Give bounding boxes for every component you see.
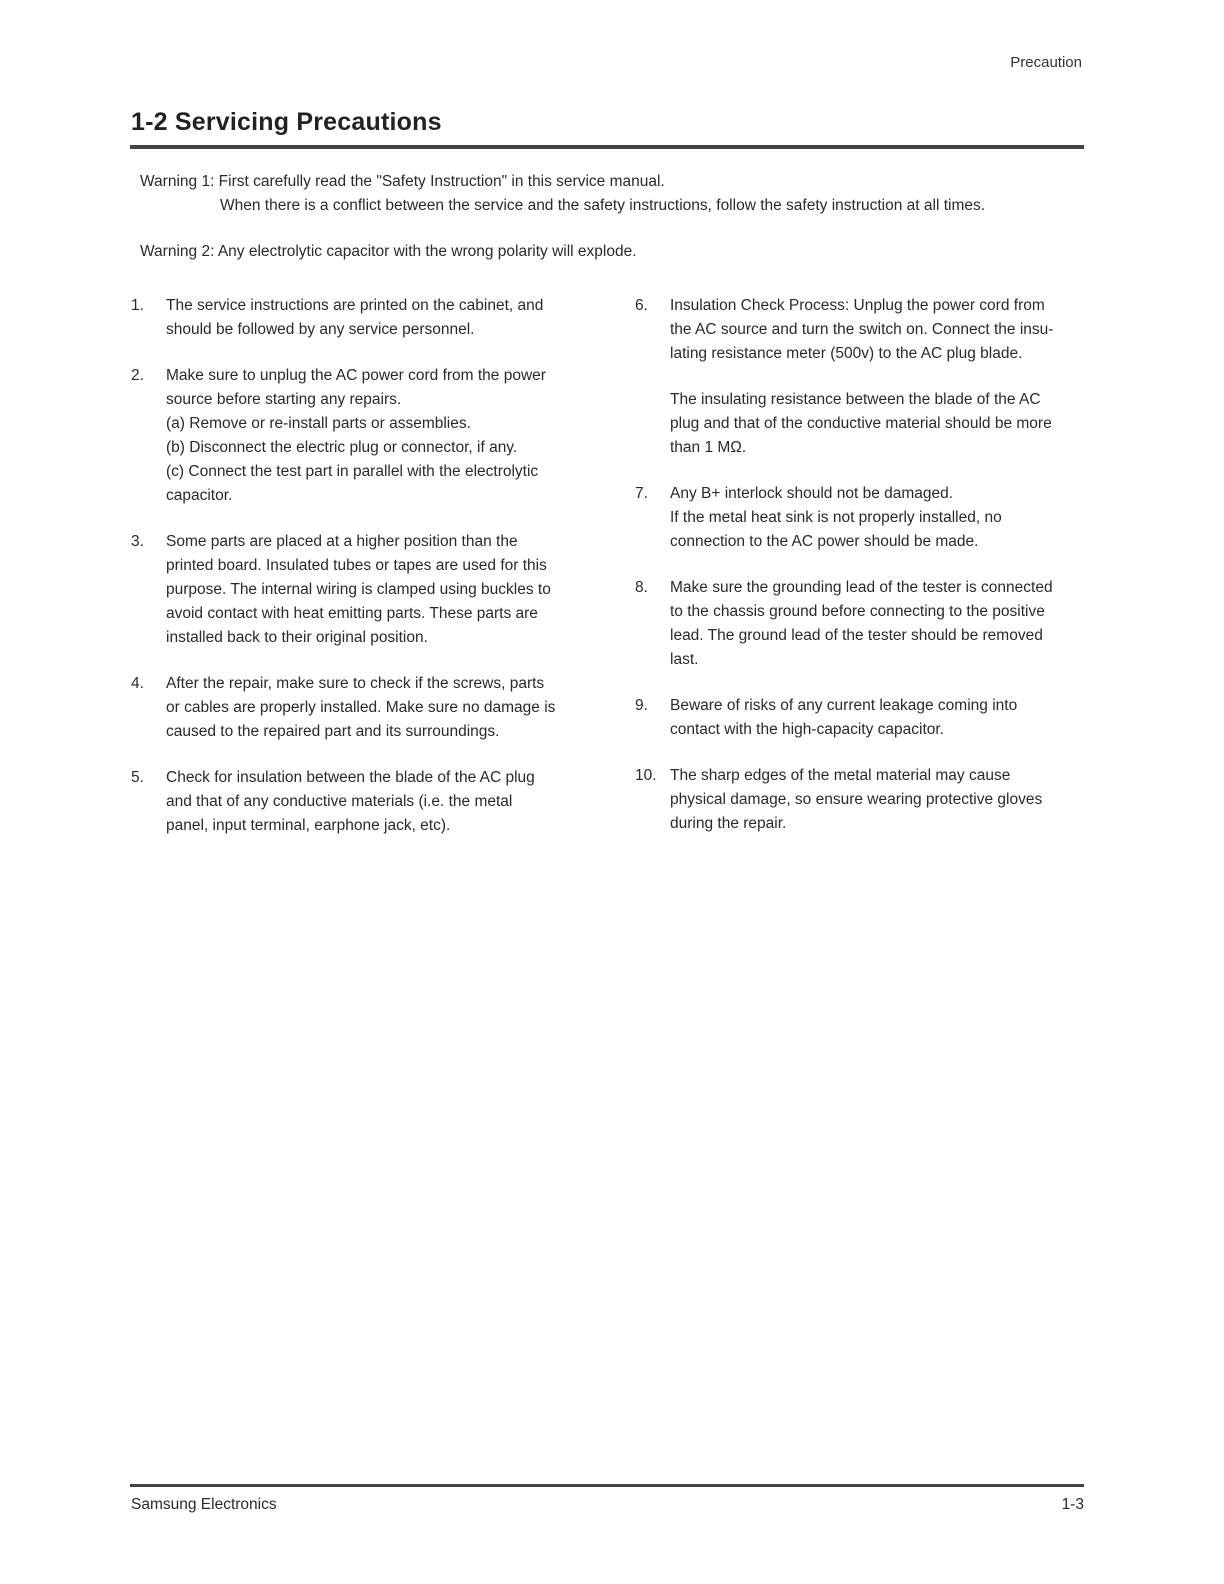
item-line: the AC source and turn the switch on. Connect the insu- bbox=[670, 321, 1054, 338]
item-line: After the repair, make sure to check if the screws, parts bbox=[166, 675, 545, 692]
header-section-label: Precaution bbox=[1010, 54, 1082, 71]
item-line: Any B+ interlock should not be damaged. bbox=[670, 485, 954, 502]
item-line: lead. The ground lead of the tester should be removed bbox=[670, 627, 1043, 644]
item-line: purpose. The internal wiring is clamped using buckles to bbox=[166, 581, 551, 598]
precaution-item bbox=[131, 672, 591, 744]
item-line: should be followed by any service personnel. bbox=[166, 321, 475, 338]
item-number: 3. bbox=[131, 533, 144, 550]
item-line: physical damage, so ensure wearing protective gloves bbox=[670, 791, 1043, 808]
item-extra-line: plug and that of the conductive material should be more bbox=[670, 415, 1052, 432]
item-line: If the metal heat sink is not properly installed, no bbox=[670, 509, 1002, 526]
item-line: contact with the high-capacity capacitor. bbox=[670, 721, 944, 738]
item-line: lating resistance meter (500v) to the AC plug blade. bbox=[670, 345, 1023, 362]
footer-rule bbox=[130, 1484, 1084, 1487]
item-line: Make sure the grounding lead of the tester is connected bbox=[670, 579, 1053, 596]
item-line: avoid contact with heat emitting parts. These parts are bbox=[166, 605, 538, 622]
item-number: 9. bbox=[635, 697, 648, 714]
item-number: 7. bbox=[635, 485, 648, 502]
item-line: Insulation Check Process: Unplug the power cord from bbox=[670, 297, 1045, 314]
title-rule bbox=[130, 145, 1084, 149]
page-number: 1-3 bbox=[1061, 1496, 1084, 1513]
warnings-block bbox=[140, 170, 1084, 264]
item-line: The sharp edges of the metal material may cause bbox=[670, 767, 1011, 784]
item-line: caused to the repaired part and its surroundings. bbox=[166, 723, 500, 740]
item-line: (a) Remove or re-install parts or assemblies. bbox=[166, 415, 471, 432]
precaution-item bbox=[635, 694, 1085, 742]
precaution-item bbox=[131, 530, 591, 650]
item-line: to the chassis ground before connecting to the positive bbox=[670, 603, 1045, 620]
footer-company: Samsung Electronics bbox=[131, 1496, 277, 1513]
warning-1-detail: When there is a conflict between the service and the safety instructions, follow the safety instruction at all times. bbox=[220, 197, 986, 214]
precaution-item bbox=[131, 294, 591, 342]
item-line: panel, input terminal, earphone jack, etc). bbox=[166, 817, 451, 834]
item-line: Beware of risks of any current leakage coming into bbox=[670, 697, 1018, 714]
item-line: or cables are properly installed. Make sure no damage is bbox=[166, 699, 556, 716]
precaution-item bbox=[635, 576, 1085, 672]
item-line: Some parts are placed at a higher position than the bbox=[166, 533, 518, 550]
item-line: installed back to their original position. bbox=[166, 629, 428, 646]
item-number: 1. bbox=[131, 297, 144, 314]
item-line: and that of any conductive materials (i.e. the metal bbox=[166, 793, 513, 810]
item-line: source before starting any repairs. bbox=[166, 391, 402, 408]
page-title: 1-2 Servicing Precautions bbox=[131, 108, 442, 136]
item-number: 5. bbox=[131, 769, 144, 786]
precaution-item bbox=[131, 364, 591, 508]
item-line: (c) Connect the test part in parallel with the electrolytic bbox=[166, 463, 539, 480]
precaution-item bbox=[635, 294, 1085, 460]
item-number: 8. bbox=[635, 579, 648, 596]
item-extra-line: than 1 MΩ. bbox=[670, 439, 747, 456]
precaution-item bbox=[635, 482, 1085, 554]
item-number: 10. bbox=[635, 767, 657, 784]
item-line: last. bbox=[670, 651, 699, 668]
item-line: capacitor. bbox=[166, 487, 233, 504]
item-line: Make sure to unplug the AC power cord from the power bbox=[166, 367, 546, 384]
warning-2: Warning 2: Any electrolytic capacitor with the wrong polarity will explode. bbox=[140, 243, 637, 260]
item-line: printed board. Insulated tubes or tapes are used for this bbox=[166, 557, 547, 574]
precaution-item bbox=[635, 764, 1085, 836]
right-column bbox=[635, 294, 1085, 858]
item-line: during the repair. bbox=[670, 815, 787, 832]
item-line: The service instructions are printed on the cabinet, and bbox=[166, 297, 544, 314]
item-line: (b) Disconnect the electric plug or connector, if any. bbox=[166, 439, 518, 456]
warning-1: Warning 1: First carefully read the "Safety Instruction" in this service manual. bbox=[140, 173, 665, 190]
precaution-item bbox=[131, 766, 591, 838]
left-column bbox=[131, 294, 591, 860]
item-number: 2. bbox=[131, 367, 144, 384]
item-line: connection to the AC power should be made. bbox=[670, 533, 979, 550]
item-number: 6. bbox=[635, 297, 648, 314]
item-line: Check for insulation between the blade of the AC plug bbox=[166, 769, 535, 786]
item-extra-line: The insulating resistance between the blade of the AC bbox=[670, 391, 1041, 408]
item-number: 4. bbox=[131, 675, 144, 692]
